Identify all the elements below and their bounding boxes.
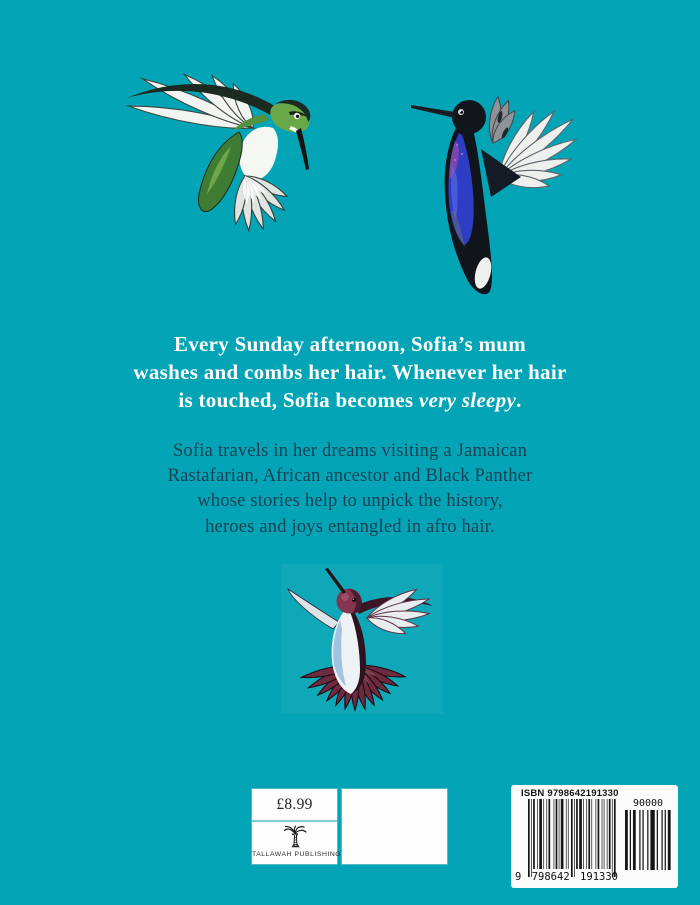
- secondary-blurb-line3: whose stories help to unpick the history,: [197, 491, 503, 512]
- bird3-head-highlight: [341, 593, 349, 601]
- main-barcode: [528, 799, 616, 878]
- bird3-beak: [325, 568, 346, 594]
- bird2-beak: [411, 105, 455, 118]
- green-hummingbird-illustration: [115, 70, 327, 248]
- primary-blurb-line1: Every Sunday afternoon, Sofia’s mum: [173, 332, 527, 356]
- bird3-eye: [352, 598, 356, 602]
- publisher-name: TALLAWAH PUBLISHING: [252, 851, 342, 858]
- primary-blurb-line2: washes and combs her hair. Whenever her hair: [133, 360, 567, 384]
- isbn-label: ISBN 9798642191330: [521, 788, 619, 799]
- blank-box: [341, 788, 448, 865]
- barcode-addon-label: 90000: [632, 798, 664, 809]
- primary-blurb: [30, 330, 670, 414]
- primary-blurb-line3: is touched, Sofia becomes very sleepy.: [178, 388, 522, 412]
- maroon-hummingbird-illustration: [283, 566, 441, 712]
- bird1-breast: [240, 127, 278, 180]
- price-publisher-box: [251, 788, 342, 865]
- secondary-blurb-line1: Sofia travels in her dreams visiting a Jamaican: [172, 441, 528, 461]
- bird3-eye-glint: [353, 599, 354, 600]
- blue-hummingbird-illustration: [405, 93, 580, 303]
- bird3-right-wing: [365, 585, 431, 638]
- bird1-upper-wing: [128, 70, 259, 134]
- secondary-blurb-line4: heroes and joys entangled in afro hair.: [205, 516, 495, 537]
- barcode-box: [511, 785, 678, 888]
- bird2-head: [452, 100, 486, 134]
- italic-phrase: very sleepy: [418, 388, 517, 412]
- bird2-speckle: [456, 144, 458, 146]
- barcode-digit-group: 9: [515, 871, 522, 883]
- barcode-digit-group: 798642: [531, 871, 570, 883]
- bird2-speckle: [461, 153, 463, 155]
- bird2-speckle: [454, 159, 456, 161]
- barcode-digit-group: 191330: [580, 871, 618, 883]
- secondary-blurb: [50, 439, 650, 540]
- bird1-tail: [231, 172, 289, 231]
- palm-tree-icon: [283, 825, 307, 849]
- bird2-eye-glint: [460, 111, 461, 112]
- bird1-pupil: [296, 115, 299, 118]
- addon-barcode: [625, 810, 671, 870]
- secondary-blurb-line2: Rastafarian, African ancestor and Black Panther: [167, 466, 533, 487]
- bird3-left-wing: [288, 589, 339, 629]
- barcode-digits: [515, 871, 618, 883]
- price-label: £8.99: [252, 789, 337, 822]
- bird1-beak: [296, 128, 309, 170]
- publisher-cell: [252, 825, 342, 858]
